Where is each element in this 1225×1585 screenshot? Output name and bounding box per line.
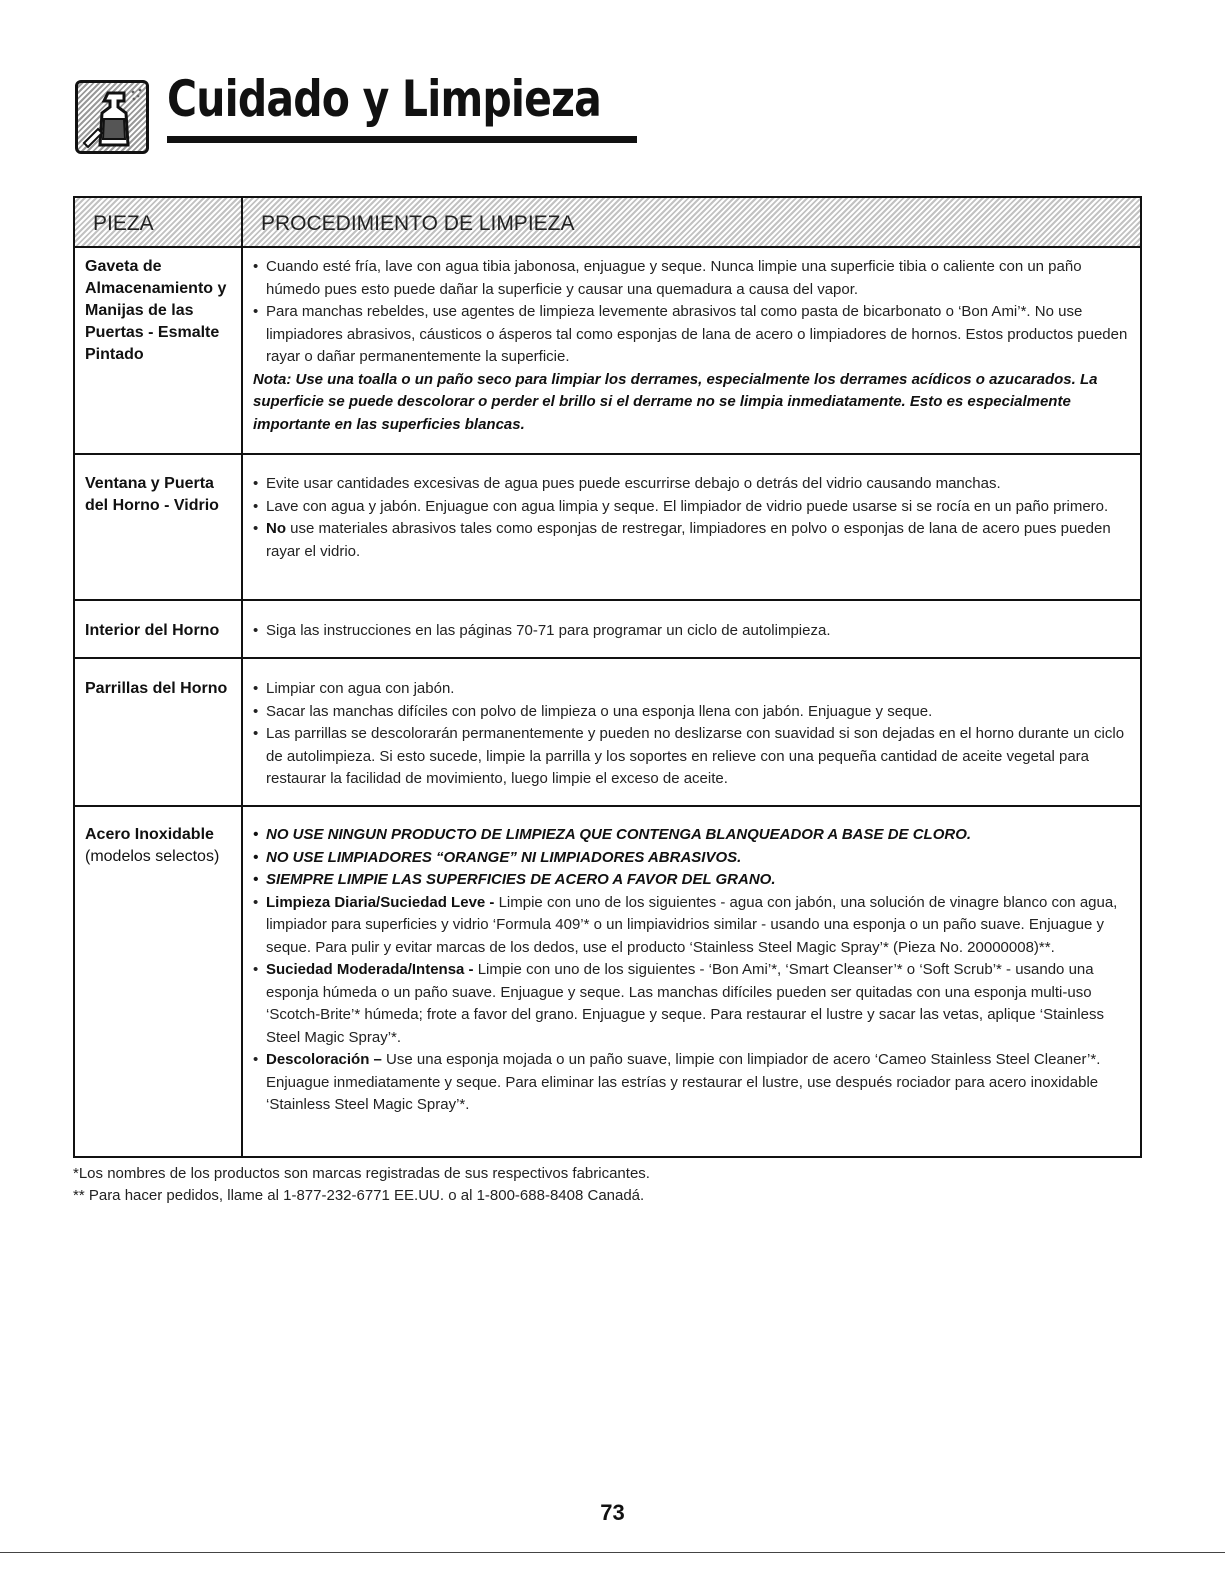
row-procedure-stainless (253, 824, 1133, 1117)
row-piece-enamel: Gaveta de Almacenamiento y Manijas de las Puertas - Esmalte Pintado (85, 258, 227, 363)
list-item: • Lave con agua y jabón. Enjuague con agua limpia y seque. El limpiador de vidrio puede usarse si se rocía en un paño primero. (253, 496, 1133, 519)
row-piece-racks: Parrillas del Horno (85, 680, 228, 697)
list-item-lead: Limpieza Diaria/Suciedad Leve - (266, 893, 495, 911)
header-piece: PIEZA (75, 198, 241, 248)
column-divider (241, 198, 243, 1156)
title-underline (167, 136, 637, 143)
bottom-rule (0, 1552, 1225, 1553)
list-item: • Cuando esté fría, lave con agua tibia jabonosa, enjuague y seque. Nunca limpie una superficie tibia o caliente con un paño húmedo pues esto puede dañar la superficie y causar una quemadura a causa del vapor. (253, 256, 1133, 301)
row-procedure-glass (253, 473, 1133, 563)
row-divider (75, 246, 1140, 248)
procedure-list (253, 678, 1133, 791)
page-title: Cuidado y Limpieza (167, 70, 602, 128)
note-text: Nota: Use una toalla o un paño seco para limpiar los derrames, especialmente los derrames acídicos o azucarados. La superficie se puede descolorar o perder el brillo si el derrame no se limpia inmediatamente. Esto es especialmente importante en las superficies blancas. (253, 370, 1098, 433)
piece-subtitle: (modelos selectos) (85, 848, 220, 865)
row-divider (75, 453, 1140, 455)
row-procedure-enamel (253, 256, 1133, 436)
list-item-text: Limpie con uno de los siguientes - ‘Bon Ami’*, ‘Smart Cleanser’* o ‘Soft Scrub’* - usando una esponja húmeda o un paño suave. Enjuague y seque. Las manchas difíciles pueden ser quitadas con una esponja multi-uso ‘Scotch-Brite’* húmeda; frote a favor del grano. Enjuague y seque. Para restaurar el lustre y sacar las vetas, aplique ‘Stainless Steel Magic Spray’*. (266, 961, 1104, 1046)
list-item (253, 518, 1133, 563)
page-number: 73 (600, 1500, 625, 1525)
spray-bottle-icon-graphic (78, 83, 146, 151)
cleaning-table (73, 196, 1142, 1158)
row-divider (75, 805, 1140, 807)
row-piece-oven-interior: Interior del Horno (85, 622, 220, 639)
list-item: • Sacar las manchas difíciles con polvo de limpieza o una esponja llena con jabón. Enjuague y seque. (253, 701, 1133, 724)
list-item-text: Limpie con uno de los siguientes - agua con jabón, una solución de vinagre blanco con agua, limpiador para superficies y vidrio ‘Formula 409’* o un limpiavidrios similar - usando una esponja o un paño suave. Enjuague y seque. Para pulir y evitar marcas de los dedos, use el producto ‘Stainless Steel Magic Spray’* (Pieza No. 20000008)**. (266, 893, 1118, 956)
procedure-list (253, 256, 1133, 369)
footnote-orders: ** Para hacer pedidos, llame al 1-877-232-6771 EE.UU. o al 1-800-688-8408 Canadá. (73, 1187, 645, 1204)
list-item-lead: Descoloración – (266, 1051, 382, 1068)
row-procedure-racks (253, 678, 1133, 791)
list-item-lead: No (266, 520, 286, 537)
list-item-text: Use una esponja mojada o un paño suave, limpie con limpiador de acero ‘Cameo Stainless Steel Cleaner’*. Enjuague inmediatamente y seque. Para eliminar las estrías y restaurar el lustre, use después rociador para acero inoxidable ‘Stainless Steel Magic Spray’*. (266, 1051, 1101, 1113)
list-item (253, 1049, 1133, 1117)
list-item (253, 892, 1133, 960)
footnote-trademarks: *Los nombres de los productos son marcas registradas de sus respectivos fabricantes. (73, 1165, 650, 1182)
footnotes (73, 1163, 1133, 1207)
row-piece-glass: Ventana y Puerta del Horno - Vidrio (85, 475, 219, 514)
procedure-list (253, 473, 1133, 563)
list-item: • NO USE NINGUN PRODUCTO DE LIMPIEZA QUE CONTENGA BLANQUEADOR A BASE DE CLORO. (253, 824, 1133, 847)
row-divider (75, 657, 1140, 659)
piece-title: Acero Inoxidable (85, 826, 214, 843)
list-item: • SIEMPRE LIMPIE LAS SUPERFICIES DE ACERO A FAVOR DEL GRANO. (253, 869, 1133, 892)
procedure-list (253, 824, 1133, 1117)
table-header (75, 198, 1140, 248)
list-item: • Evite usar cantidades excesivas de agua pues puede escurrirse debajo o detrás del vidrio causando manchas. (253, 473, 1133, 496)
list-item-text: use materiales abrasivos tales como esponjas de restregar, limpiadores en polvo o esponjas de lana de acero pues pueden rayar el vidrio. (266, 520, 1111, 560)
list-item: • Las parrillas se descolorarán permanentemente y pueden no deslizarse con suavidad si son dejadas en el horno durante un ciclo de autolimpieza. Si esto sucede, limpie la parrilla y los soportes en relieve con una pequeña cantidad de aceite vegetal para restaurar la facilidad de movimiento, luego limpie el exceso de aceite. (253, 723, 1133, 791)
row-divider (75, 599, 1140, 601)
page-header (75, 58, 602, 156)
header-procedure: PROCEDIMIENTO DE LIMPIEZA (243, 198, 1140, 248)
procedure-list (253, 620, 1133, 643)
list-item: • Siga las instrucciones en las páginas 70-71 para programar un ciclo de autolimpieza. (253, 620, 1133, 643)
list-item: • Limpiar con agua con jabón. (253, 678, 1133, 701)
row-procedure-oven-interior (253, 620, 1133, 643)
spray-bottle-icon (75, 80, 149, 154)
row-piece-stainless (85, 824, 237, 868)
list-item (253, 959, 1133, 1049)
list-item: • NO USE LIMPIADORES “ORANGE” NI LIMPIADORES ABRASIVOS. (253, 847, 1133, 870)
list-item: • Para manchas rebeldes, use agentes de limpieza levemente abrasivos tal como pasta de bicarbonato o ‘Bon Ami’*. No use limpiadores abrasivos, cáusticos o ásperos tal como esponjas de lana de acero o limpiadores de hornos. Estos productos pueden rayar o dañar permanentemente la superficie. (253, 301, 1133, 369)
list-item-lead: Suciedad Moderada/Intensa - (266, 961, 474, 978)
